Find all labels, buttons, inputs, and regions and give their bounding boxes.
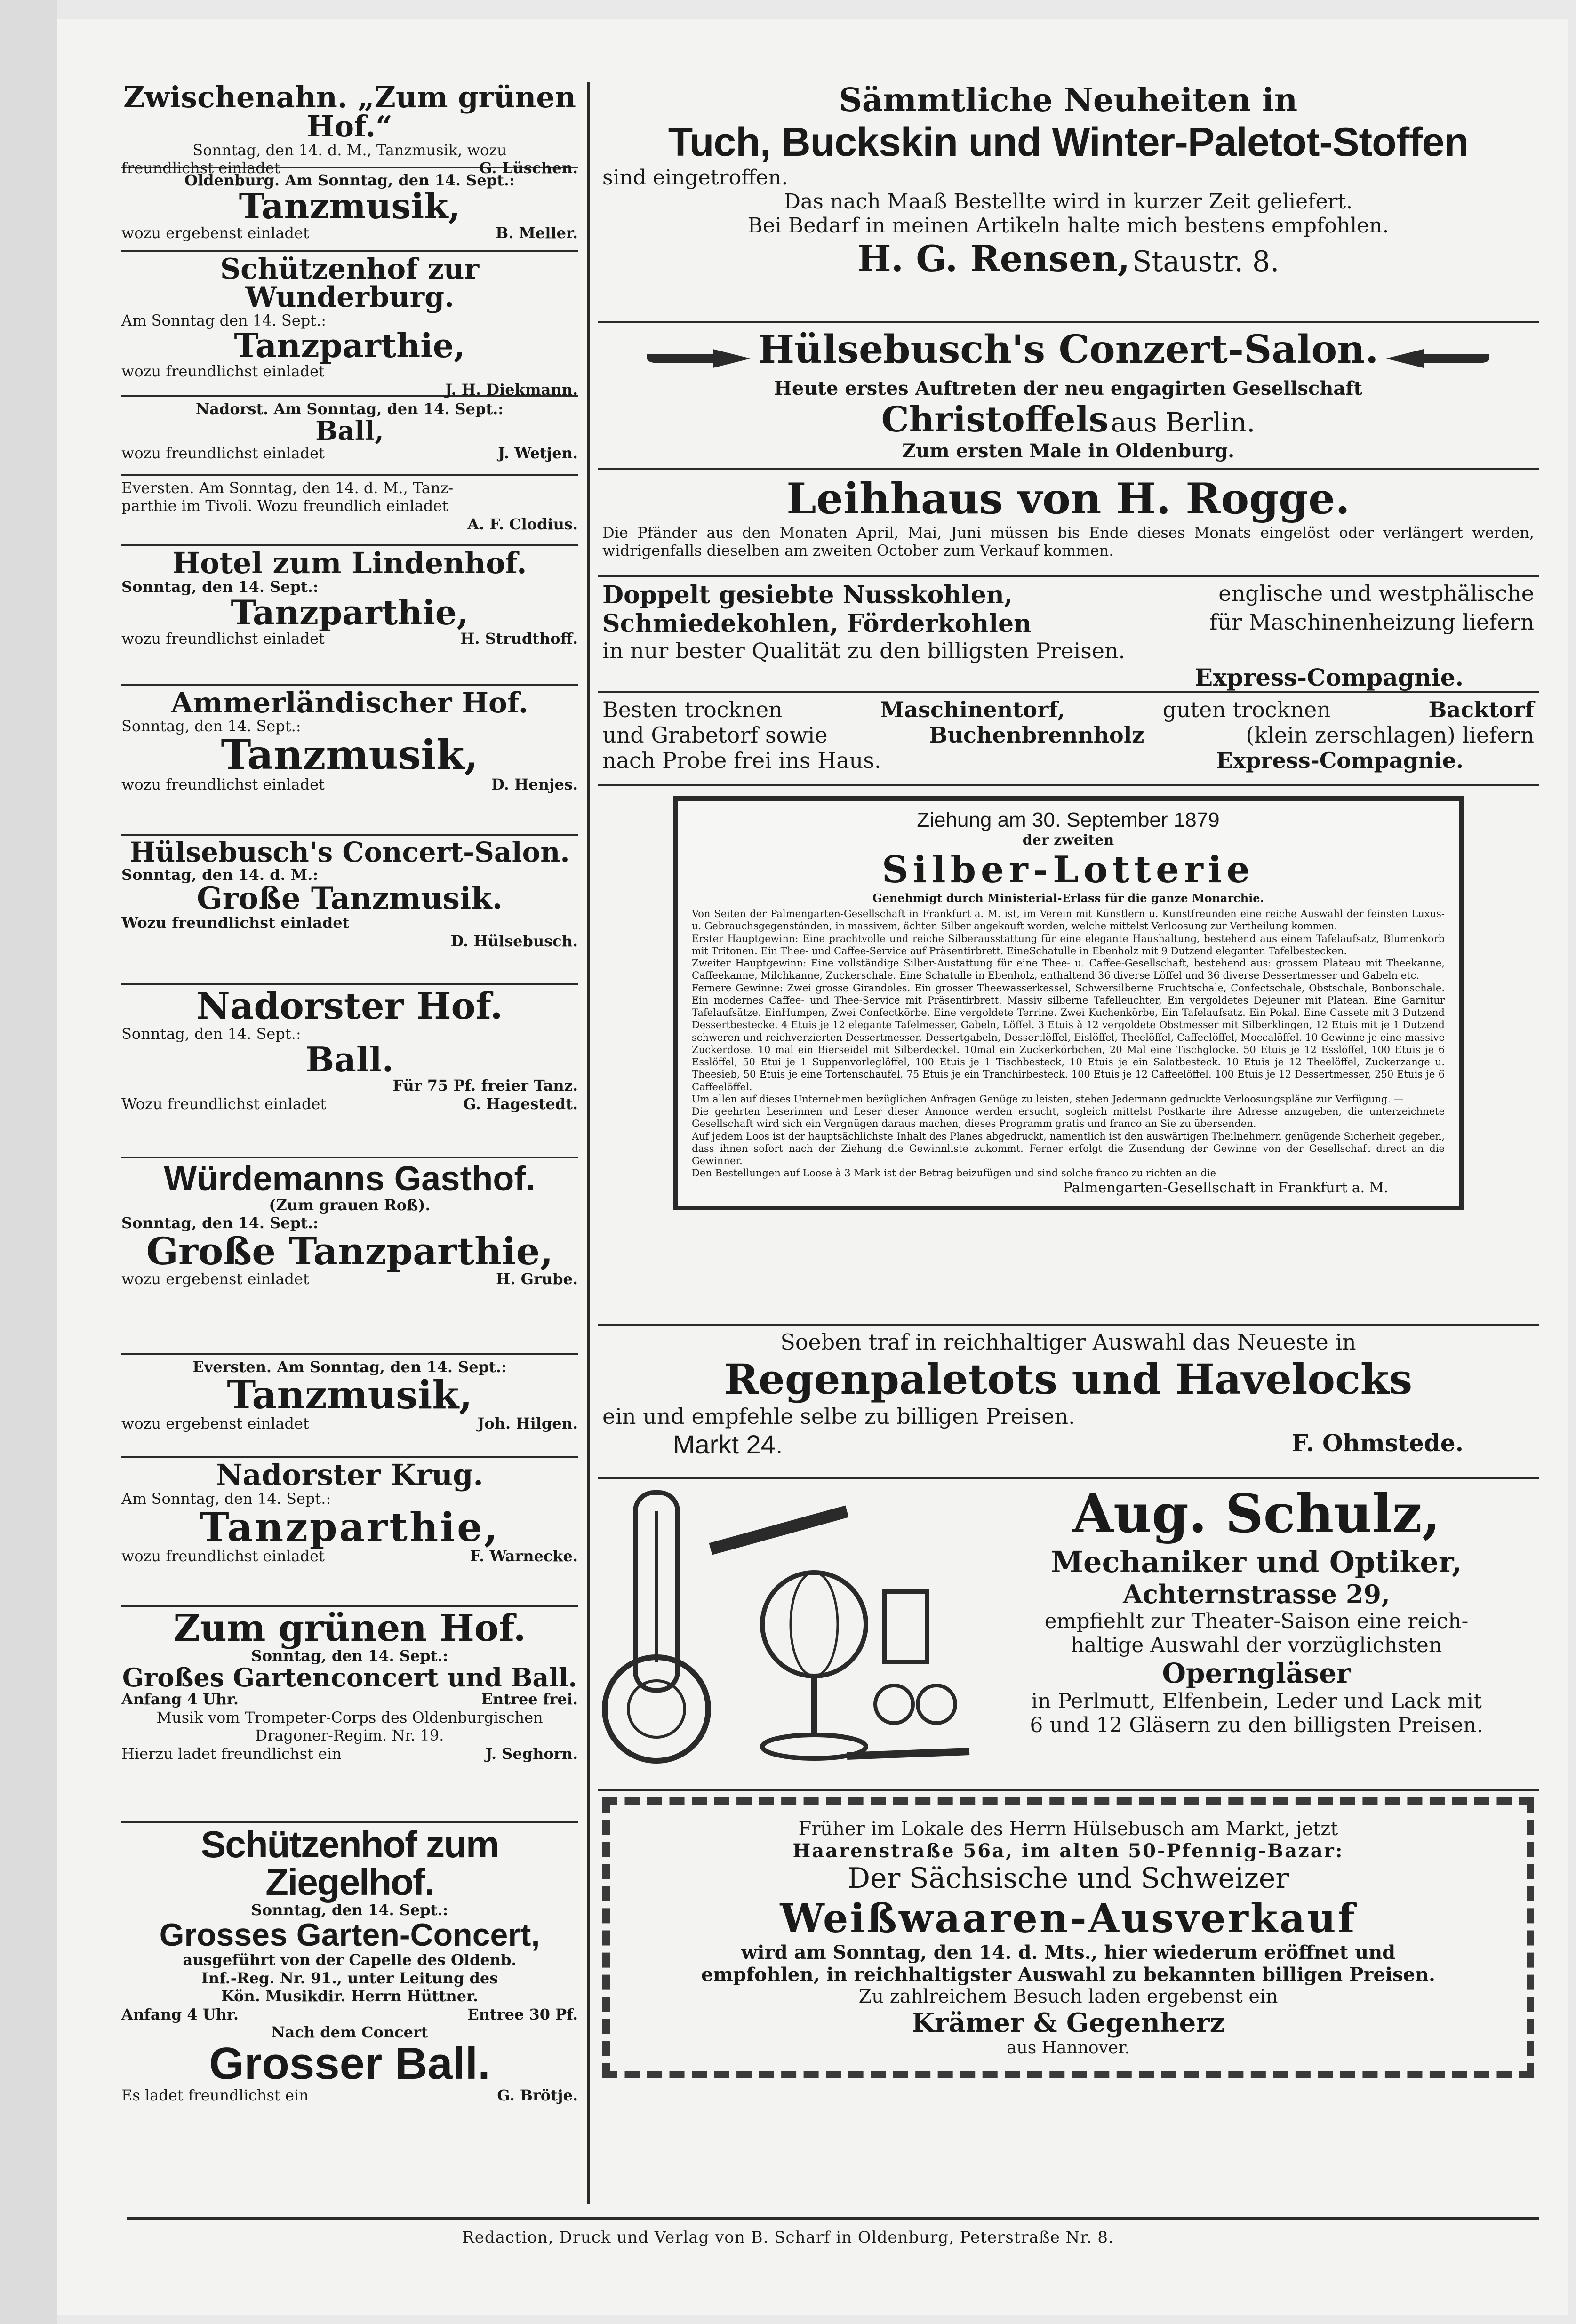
ad-text: sind eingetroffen. [602, 166, 788, 190]
ad-text: wozu freundlichst einladet [121, 630, 325, 648]
ad-signature: J. Wetjen. [498, 444, 578, 463]
ad-signature: F. Warnecke. [470, 1547, 578, 1565]
left-column [121, 80, 578, 2212]
ad-text: Buchenbrennholz [929, 722, 1144, 748]
ad-text: Haarenstraße 56a, im alten 50-Pfennig-Bazar: [792, 1840, 1344, 1862]
ad-signature: Express-Compagnie. [1216, 748, 1464, 773]
ad-aug-schulz [598, 1479, 1539, 1791]
ad-oldenburg-meller [121, 168, 578, 252]
ad-text: wird am Sonntag, den 14. d. Mts., hier wiederum eröffnet und [741, 1941, 1396, 1964]
ad-eversten-clodius [121, 476, 578, 546]
ad-subtitle: Grosser Ball. [209, 2038, 490, 2089]
lottery-date: Ziehung am 30. September 1879 [917, 808, 1220, 831]
ad-text: (klein zerschlagen) liefern [1246, 722, 1534, 748]
ad-text: Sonntag, den 14. Sept.: [121, 717, 301, 735]
ad-text: Anfang 4 Uhr. [121, 2005, 239, 2023]
lottery-title: Silber-Lotterie [881, 848, 1255, 891]
ad-nadorster-krug [121, 1458, 578, 1607]
lottery-paragraph: Erster Hauptgewinn: Eine prachtvolle und reiche Silberausstattung für eine elegante Haushaltung, bestehend aus einem Tafelaufsatz, Blumenkorb mit Tritonen. Ein Thee- und Caffee-Service auf Präsentirbrett. EineSchatulle in Ebenholz mit 9 Dutzend eleganten Tafelbestecken. [692, 933, 1445, 957]
ad-signature: Joh. Hilgen. [477, 1414, 578, 1433]
ad-text: wozu freundlichst einladet [121, 444, 325, 463]
ad-title: Hülsebusch's Conzert-Salon. [758, 327, 1379, 372]
ad-nadorst-wetjen [121, 397, 578, 476]
ad-title: Tanzmusik, [227, 1373, 472, 1418]
ad-eversten-hilgen [121, 1355, 578, 1458]
ad-title: Zwischenahn. „Zum grünen Hof.“ [123, 80, 576, 144]
ad-leihhaus-rogge [598, 470, 1539, 577]
ad-text: Früher im Lokale des Herrn Hülsebusch am Markt, jetzt [798, 1818, 1338, 1840]
ad-ohmstede [598, 1326, 1539, 1479]
ad-signature: H. G. Rensen, [857, 238, 1130, 280]
ad-wunderburg [121, 252, 578, 397]
ad-text: empfiehlt zur Theater-Saison eine reich- [1044, 1609, 1469, 1633]
footer-rule [127, 2217, 1539, 2220]
ad-text: aus Berlin. [1111, 407, 1256, 438]
ad-address: Markt 24. [673, 1430, 783, 1459]
ad-text: Zu zahlreichem Besuch laden ergebenst ein [858, 1986, 1278, 2007]
ad-text: Heute erstes Auftreten der neu engagirten Gesellschaft [774, 377, 1362, 399]
ad-signature: B. Meller. [496, 224, 578, 242]
ad-title: Schützenhof zum Ziegelhof. [200, 1823, 499, 1903]
ad-text: wozu freundlichst einladet [121, 362, 325, 381]
ad-text: Maschinentorf, [880, 697, 1065, 722]
lottery-frame [673, 796, 1464, 1210]
ad-text: Sonntag, den 14. d. M.: [121, 866, 319, 884]
ad-signature: H. Grube. [496, 1270, 578, 1288]
ad-text: Bei Bedarf in meinen Artikeln halte mich bestens empfohlen. [747, 214, 1389, 238]
ad-signature: H. Strudthoff. [460, 630, 578, 648]
ad-text: Nach dem Concert [271, 2023, 428, 2041]
ad-text: nach Probe frei ins Haus. [602, 748, 881, 773]
ad-text: Zum ersten Male in Oldenburg. [902, 439, 1235, 462]
ad-title: Nadorster Krug. [216, 1458, 484, 1492]
ad-text: Sonntag, den 14. Sept.: [121, 1025, 301, 1043]
ad-text: ein und empfehle selbe zu billigen Preisen. [602, 1404, 1075, 1429]
ad-text: Hierzu ladet freundlichst ein [121, 1744, 342, 1763]
pointing-hand-icon [1381, 344, 1494, 377]
ad-title: Tanzmusik, [239, 186, 461, 227]
ad-text: Doppelt gesiebte Nusskohlen, [602, 581, 1013, 609]
ad-title: Nadorster Hof. [196, 985, 503, 1028]
lottery-paragraph: Zweiter Hauptgewinn: Eine vollständige Silber-Austattung für eine Thee- u. Caffee-Gesellschaft, bestehend aus: grossem Plateau mit Theekanne, Caffeekanne, Milchkanne, Zuckerschale. Eine Schatulle in Ebenholz, enthaltend 36 diverse Löffel und 36 diverse Dessertmesser und Gabeln etc. [692, 958, 1445, 982]
ad-signature: J. H. Diekmann. [445, 380, 578, 399]
ad-title: Ammerländischer Hof. [171, 687, 528, 719]
ad-express-kohlen [598, 577, 1539, 693]
ad-heading: Sämmtliche Neuheiten in [839, 81, 1298, 119]
ad-text: wozu freundlichst einladet [121, 775, 325, 794]
ad-express-torf [598, 693, 1539, 786]
ad-text: Sonntag, den 14. Sept.: [121, 578, 319, 596]
ad-heading: Oldenburg. Am Sonntag, den 14. Sept.: [184, 171, 515, 189]
ad-text: empfohlen, in reichhaltigster Auswahl zu bekannten billigen Preisen. [701, 1964, 1435, 1986]
ad-rensen [598, 78, 1539, 323]
ad-subtitle: Tanzparthie, [200, 1504, 500, 1551]
lottery-paragraph: Von Seiten der Palmengarten-Gesellschaft in Frankfurt a. M. ist, im Verein mit Künstlern u. Kunstfreunden eine reiche Auswahl der feinsten Luxus- u. Gebrauchsgegenständen, in massivem, ächten Silber angekauft worden, welche mittelst Verloosung zur Vertheilung kommen. [692, 908, 1445, 932]
ad-text: Backtorf [1428, 697, 1534, 722]
right-column [598, 78, 1539, 2212]
ad-subtitle: Tanzparthie, [234, 326, 465, 366]
ad-title: Aug. Schulz, [1072, 1483, 1440, 1545]
ad-signature: Krämer & Gegenherz [912, 2007, 1225, 2038]
ad-text: aus Hannover. [1007, 2038, 1130, 2058]
ad-wuerdemanns-gasthof [121, 1158, 578, 1355]
ad-text: wozu ergebenst einladet [121, 1414, 309, 1433]
ad-text: guten trocknen [1162, 697, 1331, 722]
ad-subtitle: Operngläser [1162, 1657, 1351, 1689]
ad-ziegelhof [121, 1823, 578, 2108]
ad-text: Kön. Musikdir. Herrn Hüttner. [221, 1987, 479, 2005]
ad-text: Dragoner-Regim. Nr. 19. [255, 1726, 444, 1745]
ad-title: Zum grünen Hof. [173, 1607, 526, 1650]
ad-text: in Perlmutt, Elfenbein, Leder und Lack mit [1031, 1689, 1482, 1713]
ad-ammerlaendischer-hof [121, 686, 578, 836]
ad-silber-lotterie [598, 786, 1539, 1326]
ad-text: Sonntag, den 14. d. M., Tanzmusik, wozu [192, 141, 507, 159]
ad-text: Genehmigt durch Ministerial-Erlass für die ganze Monarchie. [872, 891, 1264, 905]
ad-text: wozu ergebenst einladet [121, 224, 309, 242]
ad-text: 6 und 12 Gläsern zu den billigsten Preisen. [1030, 1713, 1483, 1737]
ad-text: der zweiten [1022, 832, 1114, 848]
ad-text: Am Sonntag, den 14. Sept.: [121, 1490, 331, 1508]
barometer-telescope-globe-icon [602, 1483, 979, 1775]
ad-text: Sonntag, den 14. Sept.: [251, 1901, 448, 1919]
ad-text: Das nach Maaß Bestellte wird in kurzer Zeit geliefert. [784, 190, 1353, 214]
ad-weisswaaren-ausverkauf [602, 1797, 1534, 2078]
ad-title: Regenpaletots und Havelocks [724, 1355, 1413, 1404]
ad-signature: Palmengarten-Gesellschaft in Frankfurt a. M. [1063, 1179, 1388, 1196]
ad-text: Für 75 Pf. freier Tanz. [392, 1077, 578, 1095]
ad-text: Anfang 4 Uhr. [121, 1690, 239, 1709]
ad-text: haltige Auswahl der vorzüglichsten [1071, 1633, 1442, 1657]
lottery-paragraph: Auf jedem Loos ist der hauptsächlichste Inhalt des Planes abgedruckt, namentlich ist den auswärtigen Theilnehmern genügende Sicherheit gegeben, dass ihnen sofort nach der Ziehung die Gewinnliste zukommt. Ferner erfolgt die Zusendung der Gewinne von der Gesellschaft direct an die Gewinner. [692, 1130, 1445, 1166]
ad-text: ausgeführt von der Capelle des Oldenb. [183, 1951, 517, 1969]
ad-signature: G. Lüschen. [479, 159, 578, 177]
ad-title: Tuch, Buckskin und Winter-Paletot-Stoffen [668, 120, 1469, 165]
ad-text: Entree 30 Pf. [467, 2005, 578, 2023]
ad-nadorster-hof [121, 985, 578, 1158]
ad-text: Am Sonntag den 14. Sept.: [121, 311, 327, 329]
ad-title: Ball, [315, 415, 384, 447]
ad-text: Wozu freundlichst einladet [121, 1094, 327, 1113]
ad-subtitle: Christoffels [881, 399, 1109, 440]
ad-subtitle: Tanzparthie, [231, 592, 469, 633]
ad-text: parthie im Tivoli. Wozu freundlich einladet [121, 497, 448, 515]
ad-text: Eversten. Am Sonntag, den 14. d. M., Tanz- [121, 479, 454, 497]
ad-text: Musik vom Trompeter-Corps des Oldenburgischen [156, 1708, 543, 1726]
ad-huelsebusch [121, 836, 578, 985]
ad-subtitle: Grosses Garten-Concert, [159, 1917, 540, 1953]
ad-subtitle: Tanzmusik, [221, 731, 479, 779]
ad-subtitle: Große Tanzmusik. [197, 881, 503, 917]
ad-text: wozu ergebenst einladet [121, 1270, 309, 1288]
ad-zwischenahn [121, 80, 578, 177]
ad-subtitle: Großes Gartenconcert und Ball. [122, 1662, 577, 1693]
column-divider [587, 82, 590, 2204]
ad-subtitle: Ball. [305, 1039, 394, 1080]
ad-text: freundlichst einladet [121, 159, 280, 177]
ad-signature: J. Seghorn. [485, 1744, 578, 1763]
ad-text: englische und westphälische [1218, 581, 1534, 606]
scan-edge [0, 0, 57, 2324]
ad-text: wozu freundlichst einladet [121, 1547, 325, 1565]
ad-text: Entree frei. [481, 1690, 578, 1709]
ad-text: in nur bester Qualität zu den billigsten Preisen. [602, 638, 1126, 663]
ad-heading: Eversten. Am Sonntag, den 14. Sept.: [192, 1358, 507, 1376]
imprint-footer: Redaction, Druck und Verlag von B. Scharf in Oldenburg, Peterstraße Nr. 8. [462, 2228, 1114, 2247]
ad-signature: G. Brötje. [497, 2086, 578, 2105]
ad-text: Sonntag, den 14. Sept.: [121, 1214, 319, 1232]
ad-text: Es ladet freundlichst ein [121, 2086, 309, 2105]
ad-signature: Express-Compagnie. [1194, 663, 1464, 691]
ad-signature: D. Hülsebusch. [450, 932, 578, 950]
pointing-hand-icon [642, 344, 755, 377]
ad-signature: F. Ohmstede. [1291, 1429, 1464, 1457]
lottery-paragraph: Die geehrten Leserinnen und Leser dieser Annonce werden ersucht, sogleich mittelst Postkarte ihre Adresse anzugeben, die unterzeichnete Gesellschaft wird sich ein Vergnügen daraus machen, dieses Programm gratis und franco an Sie zu übersenden. [692, 1106, 1445, 1130]
ad-address: Achternstrasse 29, [1123, 1579, 1390, 1609]
ad-signature: G. Hagestedt. [463, 1094, 578, 1113]
ad-title: Hülsebusch's Concert-Salon. [129, 836, 570, 868]
ad-text: Besten trocknen [602, 697, 783, 722]
ad-subtitle: Der Sächsische und Schweizer [847, 1862, 1289, 1895]
ad-signature: A. F. Clodius. [467, 515, 578, 533]
lottery-paragraph: Um allen auf dieses Unternehmen bezüglichen Anfragen Genüge zu leisten, stehen Jedermann gedruckte Verloosungspläne zur Verfügung. — [692, 1093, 1404, 1105]
ad-title: Würdemanns Gasthof. [164, 1159, 536, 1198]
ad-title: Leihhaus von H. Rogge. [786, 474, 1350, 524]
ad-subtitle: Mechaniker und Optiker, [1051, 1545, 1462, 1579]
ad-address: Staustr. 8. [1132, 245, 1280, 278]
ad-text: Die Pfänder aus den Monaten April, Mai, Juni müssen bis Ende dieses Monats eingelöst oder verlängert werden, widrigenfalls dieselben am zweiten October zum Verkauf kommen. [602, 524, 1534, 559]
ad-huelsebusch-conzert [598, 323, 1539, 470]
ad-text: Wozu freundlichst einladet [121, 914, 350, 932]
ad-text: Sonntag, den 14. Sept.: [251, 1647, 448, 1665]
ad-zum-gruenen-hof [121, 1607, 578, 1823]
ad-text: Inf.-Reg. Nr. 91., unter Leitung des [201, 1969, 498, 1987]
ad-title: Schützenhof zur Wunderburg. [220, 253, 480, 314]
ad-title: Weißwaaren-Ausverkauf [780, 1895, 1357, 1941]
ad-heading: Nadorst. Am Sonntag, den 14. Sept.: [195, 400, 504, 418]
ad-text: für Maschinenheizung liefern [1209, 609, 1534, 635]
ad-lindenhof [121, 546, 578, 686]
ad-signature: D. Henjes. [491, 775, 578, 794]
ad-text: und Grabetorf sowie [602, 722, 828, 748]
lottery-paragraph: Den Bestellungen auf Loose à 3 Mark ist der Betrag beizufügen und sind solche franco zu richten an die [692, 1167, 1216, 1179]
lottery-paragraph: Fernere Gewinne: Zwei grosse Girandoles. Ein grosser Theewasserkessel, Schwersilberne Fruchtschale, Confectschale, Obstschale, Bonbonschale. Ein modernes Caffee- und Thee-Service mit Präsentirbrett. Massiv silberne Tafelleuchter, Ein vergoldetes Dejeuner mit Platean. Eine Garnitur Tafelaufsätze. EinHumpen, Zwei Confectkörbe. Eine vergoldete Terrine. Zwei Kuchenkörbe, Ein Tafelaufsatz. Ein Pokal. Eine Cassete mit 3 Dutzend Dessertbestecke. 4 Etuis je 12 elegante Tafelmesser, Gabeln, Löffel. 3 Etuis à 12 vergoldete Obstmesser mit Silberklingen, 12 Etuis mit je 1 Dutzend schweren und reichverzierten Dessertmesser, Dessertgabeln, Dessertlöffel, Eislöffel, Theelöffel, Caffeelöffel, Moccalöffel. 10 Gewinne je eine massive Zuckerdose. 10 mal ein Bierseidel mit Silberdeckel. 10mal ein Zuckerkörbchen, 20 Mal eine Tischglocke. 50 Etuis je 12 Esslöffel, 100 Etuis je 6 Esslöffel, 50 Etui je 1 Suppenvorleglöffel, 100 Etuis je 1 Tischbesteck, 10 Etuis je ein Salatbesteck. 10 Etuis je 12 Theelöffel, Zuckerzange u. Theesieb, 50 Etuis je eine Tortenschaufel, 75 Etuis je ein Tranchirbesteck. 100 Etuis je 12 Caffeelöffel. 100 Etuis je 12 Dessertmesser, 250 Etuis je 6 Caffeelöffel. [692, 982, 1445, 1093]
ad-text: Soeben traf in reichhaltiger Auswahl das Neueste in [780, 1329, 1356, 1355]
ad-title: Hotel zum Lindenhof. [172, 546, 527, 580]
optical-instruments-illustration [602, 1483, 979, 1784]
ad-subtitle: Große Tanzparthie, [146, 1229, 553, 1273]
ad-text: Schmiedekohlen, Förderkohlen [602, 609, 1032, 638]
ad-text: (Zum grauen Roß). [269, 1196, 431, 1214]
